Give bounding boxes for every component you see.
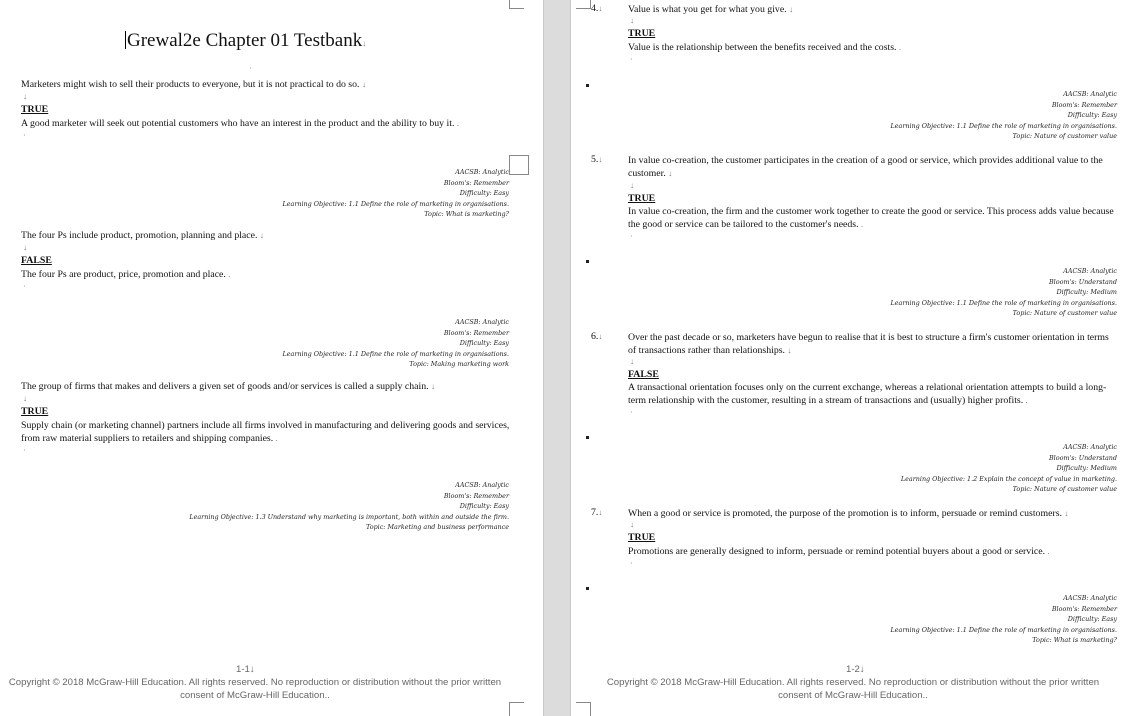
question-7-number: 7.↓: [591, 507, 603, 518]
question-4-answer: TRUE: [628, 28, 656, 39]
question-5-metadata: AACSB: Analytic Bloom's: Understand Difficulty: Medium Learning Objective: 1.1 Define the role of marketing in organisations. Topic: Nature of customer value: [890, 267, 1117, 317]
question-7-answer: TRUE: [628, 532, 656, 543]
question-4-number: 4.↓: [591, 3, 603, 14]
question-2-explanation: The four Ps are product, price, promotion and place. .: [21, 269, 231, 280]
paragraph-mark: ↓: [630, 357, 634, 366]
question-7-metadata: AACSB: Analytic Bloom's: Remember Difficulty: Easy Learning Objective: 1.1 Define the role of marketing in organisations. Topic: What is marketing?: [890, 594, 1117, 644]
paragraph-mark: ·: [23, 446, 26, 455]
question-5-answer: TRUE: [628, 193, 656, 204]
question-1-answer: TRUE: [21, 104, 49, 115]
question-4-text[interactable]: Value is what you get for what you give. ↓: [628, 4, 794, 15]
paragraph-mark: ·: [630, 559, 633, 568]
document-title[interactable]: [125, 30, 366, 52]
page-number: 1-2↓: [846, 664, 865, 675]
question-7-explanation: Promotions are generally designed to inform, persuade or remind potential buyers about a good or service. .: [628, 546, 1050, 557]
paragraph-mark: ↓: [630, 16, 634, 25]
document-page-right: [571, 0, 1132, 716]
question-1-text[interactable]: Marketers might wish to sell their products to everyone, but it is not practical to do so. ↓: [21, 79, 366, 90]
copyright-notice: Copyright © 2018 McGraw-Hill Education. All rights reserved. No reproduction or distribution without the prior written consent of McGraw-Hill Education..: [606, 677, 1100, 701]
paragraph-mark: ↓: [23, 243, 27, 252]
list-bullet: [586, 587, 589, 590]
question-5-number: 5.↓: [591, 154, 603, 165]
document-page-left: [0, 0, 543, 716]
question-4-metadata: AACSB: Analytic Bloom's: Remember Difficulty: Easy Learning Objective: 1.1 Define the role of marketing in organisations. Topic: Nature of customer value: [890, 90, 1117, 140]
page-gutter: [543, 0, 571, 716]
page-corner-mark: [576, 702, 591, 716]
paragraph-mark: ·: [23, 282, 26, 291]
copyright-notice: Copyright © 2018 McGraw-Hill Education. All rights reserved. No reproduction or distribution without the prior written consent of McGraw-Hill Education..: [8, 677, 502, 701]
question-5-text[interactable]: In value co-creation, the customer participates in the creation of a good or service, which provides additional value to the customer. ↓: [628, 155, 1103, 179]
question-6-number: 6.↓: [591, 331, 603, 342]
question-2-metadata: AACSB: Analytic Bloom's: Remember Difficulty: Easy Learning Objective: 1.1 Define the role of marketing in organisations. Topic: Making marketing work: [282, 318, 509, 368]
question-3-metadata: AACSB: Analytic Bloom's: Remember Difficulty: Easy Learning Objective: 1.3 Understand why marketing is important, both within and outside the firm. Topic: Marketing and business performance: [189, 481, 509, 531]
paragraph-mark: ·: [630, 408, 633, 417]
question-3-explanation: Supply chain (or marketing channel) partners include all firms involved in manufacturing and delivering goods and services, from raw material suppliers to retailers and shipping companies. .: [21, 420, 510, 444]
list-bullet: [586, 436, 589, 439]
paragraph-mark: ↓: [23, 92, 27, 101]
paragraph-mark: ·: [23, 131, 26, 140]
question-4-explanation: Value is the relationship between the benefits received and the costs. .: [628, 42, 901, 53]
paragraph-mark: ·: [249, 64, 252, 73]
document-title-text: Grewal2e Chapter 01 Testbank: [127, 30, 363, 51]
question-2-text[interactable]: The four Ps include product, promotion, planning and place. ↓: [21, 230, 264, 241]
textbox-frame[interactable]: [509, 155, 529, 175]
page-corner-mark: [576, 0, 591, 9]
question-6-metadata: AACSB: Analytic Bloom's: Understand Difficulty: Medium Learning Objective: 1.2 Explain the concept of value in marketing. Topic: Nature of customer value: [900, 443, 1117, 493]
paragraph-mark: ↓: [630, 181, 634, 190]
paragraph-mark: ·: [630, 232, 633, 241]
question-2-answer: FALSE: [21, 255, 52, 266]
question-3-text[interactable]: The group of firms that makes and delivers a given set of goods and/or services is called a supply chain. ↓: [21, 381, 435, 392]
question-1-metadata: AACSB: Analytic Bloom's: Remember Difficulty: Easy Learning Objective: 1.1 Define the role of marketing in organisations. Topic: What is marketing?: [282, 168, 509, 218]
question-3-answer: TRUE: [21, 406, 49, 417]
paragraph-mark: ↓: [23, 394, 27, 403]
page-corner-mark: [509, 0, 524, 9]
question-6-text[interactable]: Over the past decade or so, marketers have begun to realise that it is best to structure a firm's customer orientation in terms of transactions rather than relationships. ↓: [628, 332, 1109, 356]
paragraph-mark: ↓: [362, 39, 367, 48]
question-5-explanation: In value co-creation, the firm and the customer work together to create the good or service. This process adds value because the good or service can be tailored to the customer's needs. .: [628, 206, 1114, 230]
paragraph-mark: ·: [630, 55, 633, 64]
question-6-explanation: A transactional orientation focuses only on the current exchange, whereas a relational orientation attempts to build a long-term relationship with the customer, resulting in a stream of transactions and (usually) higher profits. .: [628, 382, 1107, 406]
question-7-text[interactable]: When a good or service is promoted, the purpose of the promotion is to inform, persuade or remind customers. ↓: [628, 508, 1069, 519]
question-1-explanation: A good marketer will seek out potential customers who have an interest in the product and the ability to buy it. .: [21, 118, 459, 129]
list-bullet: [586, 84, 589, 87]
page-corner-mark: [509, 702, 524, 716]
text-cursor: [125, 31, 126, 49]
question-6-answer: FALSE: [628, 369, 659, 380]
paragraph-mark: ↓: [630, 520, 634, 529]
list-bullet: [586, 260, 589, 263]
page-number: 1-1↓: [236, 664, 255, 675]
